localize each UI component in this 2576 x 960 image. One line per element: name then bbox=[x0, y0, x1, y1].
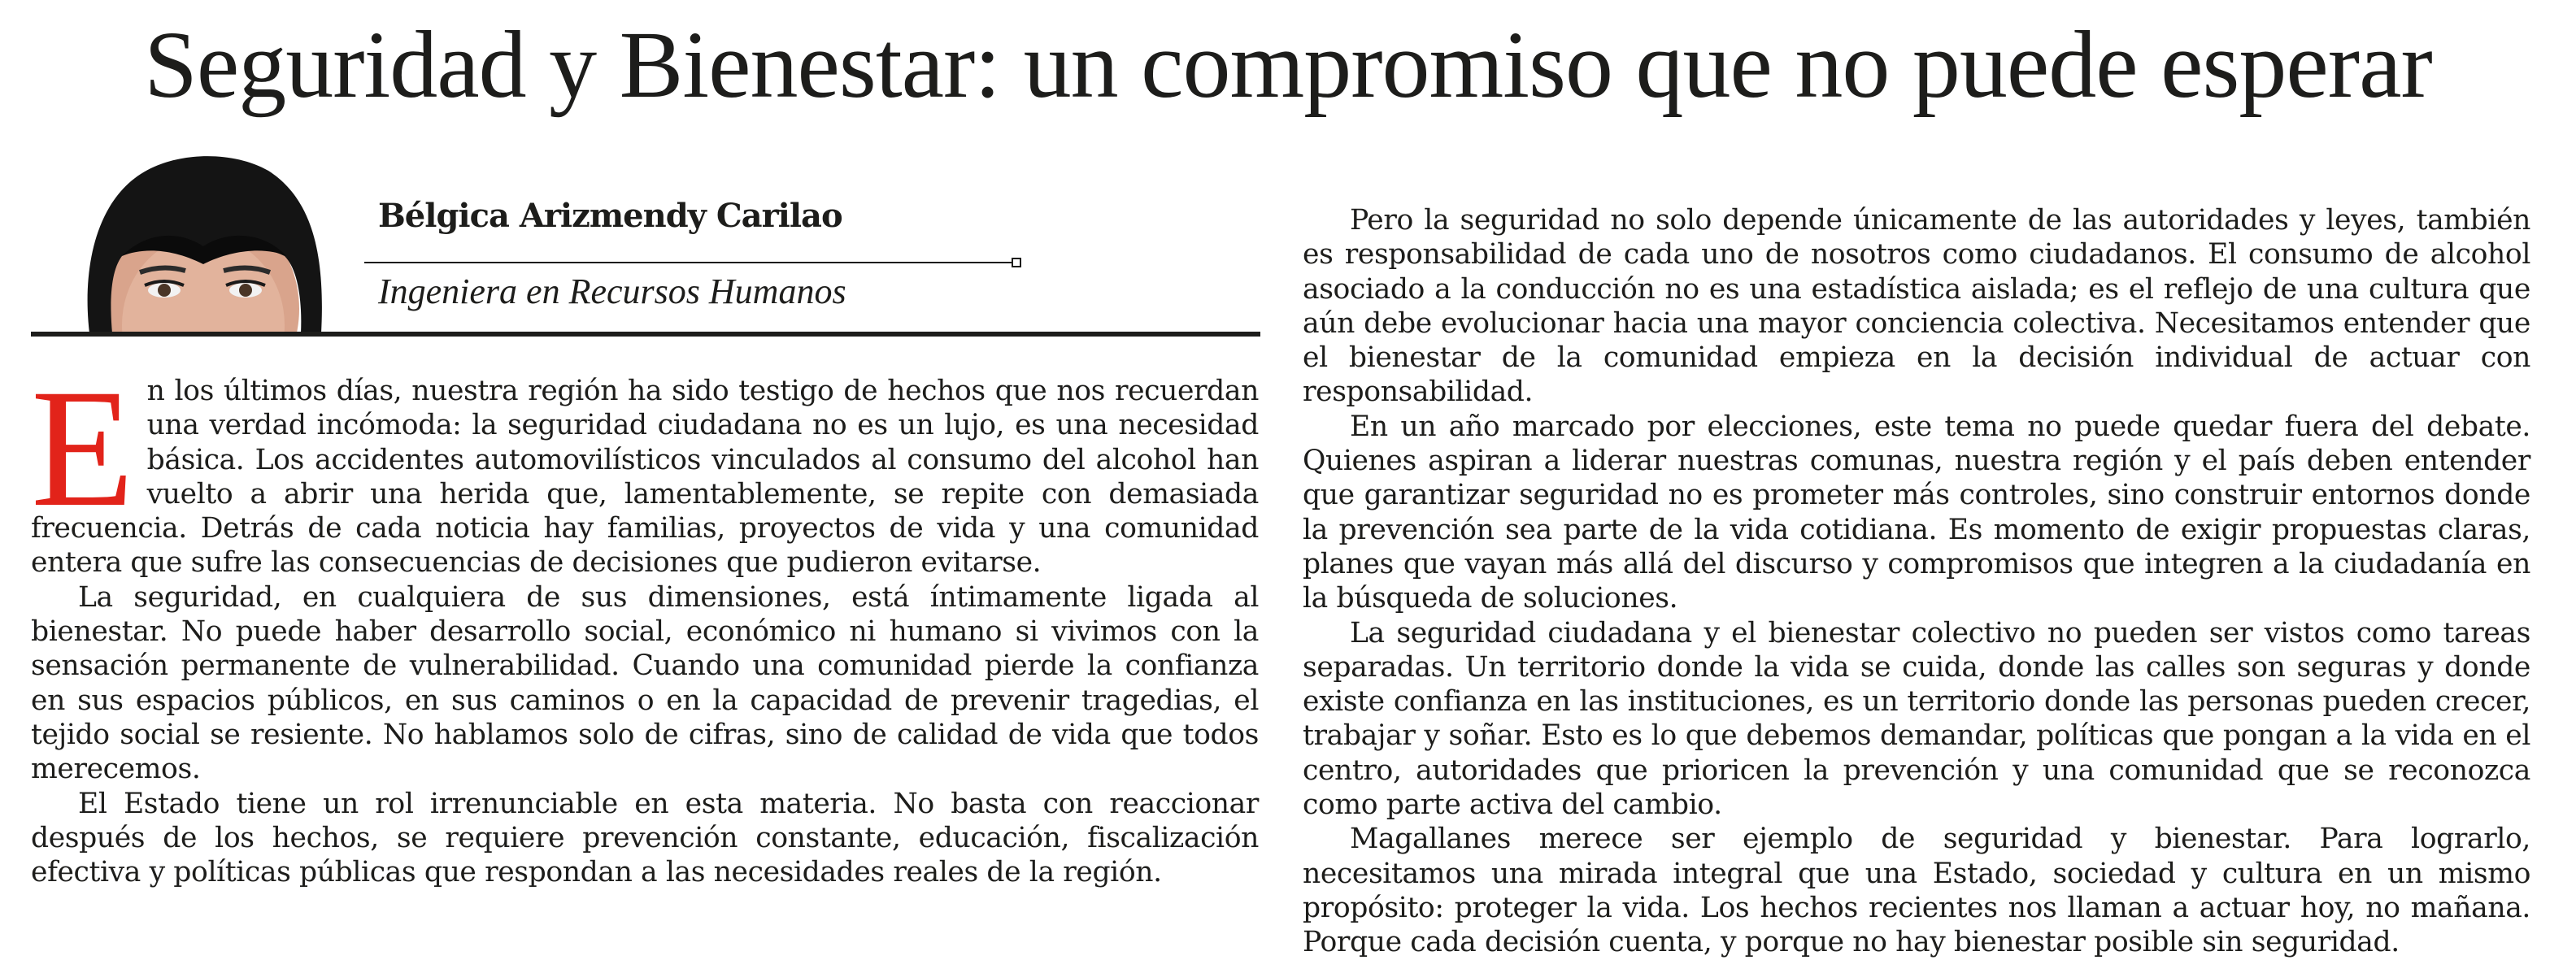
paragraph-1-text: n los últimos días, nuestra región ha sido testigo de hechos que nos recuerdan una verdad incómoda: la seguridad ciudadana no es un lujo, es una necesidad básica. Los accidentes automovilísticos vinculados al consumo del alcohol han vuelto a abrir una herida que, lamentablemente, se repite con demasiada frecuencia. Detrás de cada noticia hay familias, proyectos de vida y una comunidad entera que sufre las consecuencias de decisiones que pudieron evitarse. bbox=[31, 375, 1259, 580]
byline-divider-end bbox=[1012, 258, 1021, 267]
author-name: Bélgica Arizmendy Carilao bbox=[378, 197, 842, 235]
byline-divider bbox=[364, 262, 1015, 263]
paragraph-4: Pero la seguridad no solo depende únicamente de las autoridades y leyes, también es responsabilidad de cada uno de nosotros como ciudadanos. El consumo de alcohol asociado a la conducción no es una estadística aislada; es el reflejo de una cultura que aún debe evolucionar hacia una mayor conciencia colectiva. Necesitamos entender que el bienestar de la comunidad empieza en la decisión individual de actuar con responsabilidad. bbox=[1303, 204, 2530, 409]
paragraph-7: Magallanes merece ser ejemplo de seguridad y bienestar. Para lograrlo, necesitamos una mirada integral que una Estado, sociedad y cultura en un mismo propósito: proteger la vida. Los hechos recientes nos llaman a actuar hoy, no mañana. Porque cada decisión cuenta, y porque no hay bienestar posible sin seguridad. bbox=[1303, 823, 2530, 959]
article-column-right bbox=[1303, 203, 2530, 960]
header-rule bbox=[31, 332, 1260, 337]
article-column-left bbox=[31, 354, 1259, 889]
paragraph-3: El Estado tiene un rol irrenunciable en esta materia. No basta con reaccionar después de los hechos, se requiere prevención constante, educación, fiscalización efectiva y políticas públicas que respondan a las necesidades reales de la región. bbox=[31, 787, 1259, 889]
paragraph-2: La seguridad, en cualquiera de sus dimensiones, está íntimamente ligada al bienestar. No puede haber desarrollo social, económico ni humano si vivimos con la sensación permanente de vulnerabilidad. Cuando una comunidad pierde la confianza en sus espacios públicos, en sus caminos o en la capacidad de prevenir tragedias, el tejido social se resiente. No hablamos solo de cifras, sino de calidad de vida que todos merecemos. bbox=[31, 580, 1259, 786]
author-photo bbox=[65, 134, 333, 333]
author-role: Ingeniera en Recursos Humanos bbox=[378, 271, 846, 311]
paragraph-6: La seguridad ciudadana y el bienestar colectivo no pueden ser vistos como tareas separadas. Un territorio donde la vida se cuida, donde las calles son seguras y donde existe confianza en las instituciones, es un territorio donde las personas pueden crecer, trabajar y soñar. Esto es lo que debemos demandar, políticas que pongan a la vida en el centro, autoridades que prioricen la prevención y una comunidad que se reconozca como parte activa del cambio. bbox=[1303, 616, 2530, 822]
drop-cap: E bbox=[31, 354, 134, 541]
headline: Seguridad y Bienestar: un compromiso que no puede esperar bbox=[144, 11, 2432, 118]
paragraph-1 bbox=[31, 354, 1259, 580]
paragraph-5: En un año marcado por elecciones, este tema no puede quedar fuera del debate. Quienes aspiran a liderar nuestras comunas, nuestra región y el país deben entender que garantizar seguridad no es prometer más controles, sino construir entornos donde la prevención sea parte de la vida cotidiana. Es momento de exigir propuestas claras, planes que vayan más allá del discurso y compromisos que integren a la ciudadanía en la búsqueda de soluciones. bbox=[1303, 410, 2530, 615]
